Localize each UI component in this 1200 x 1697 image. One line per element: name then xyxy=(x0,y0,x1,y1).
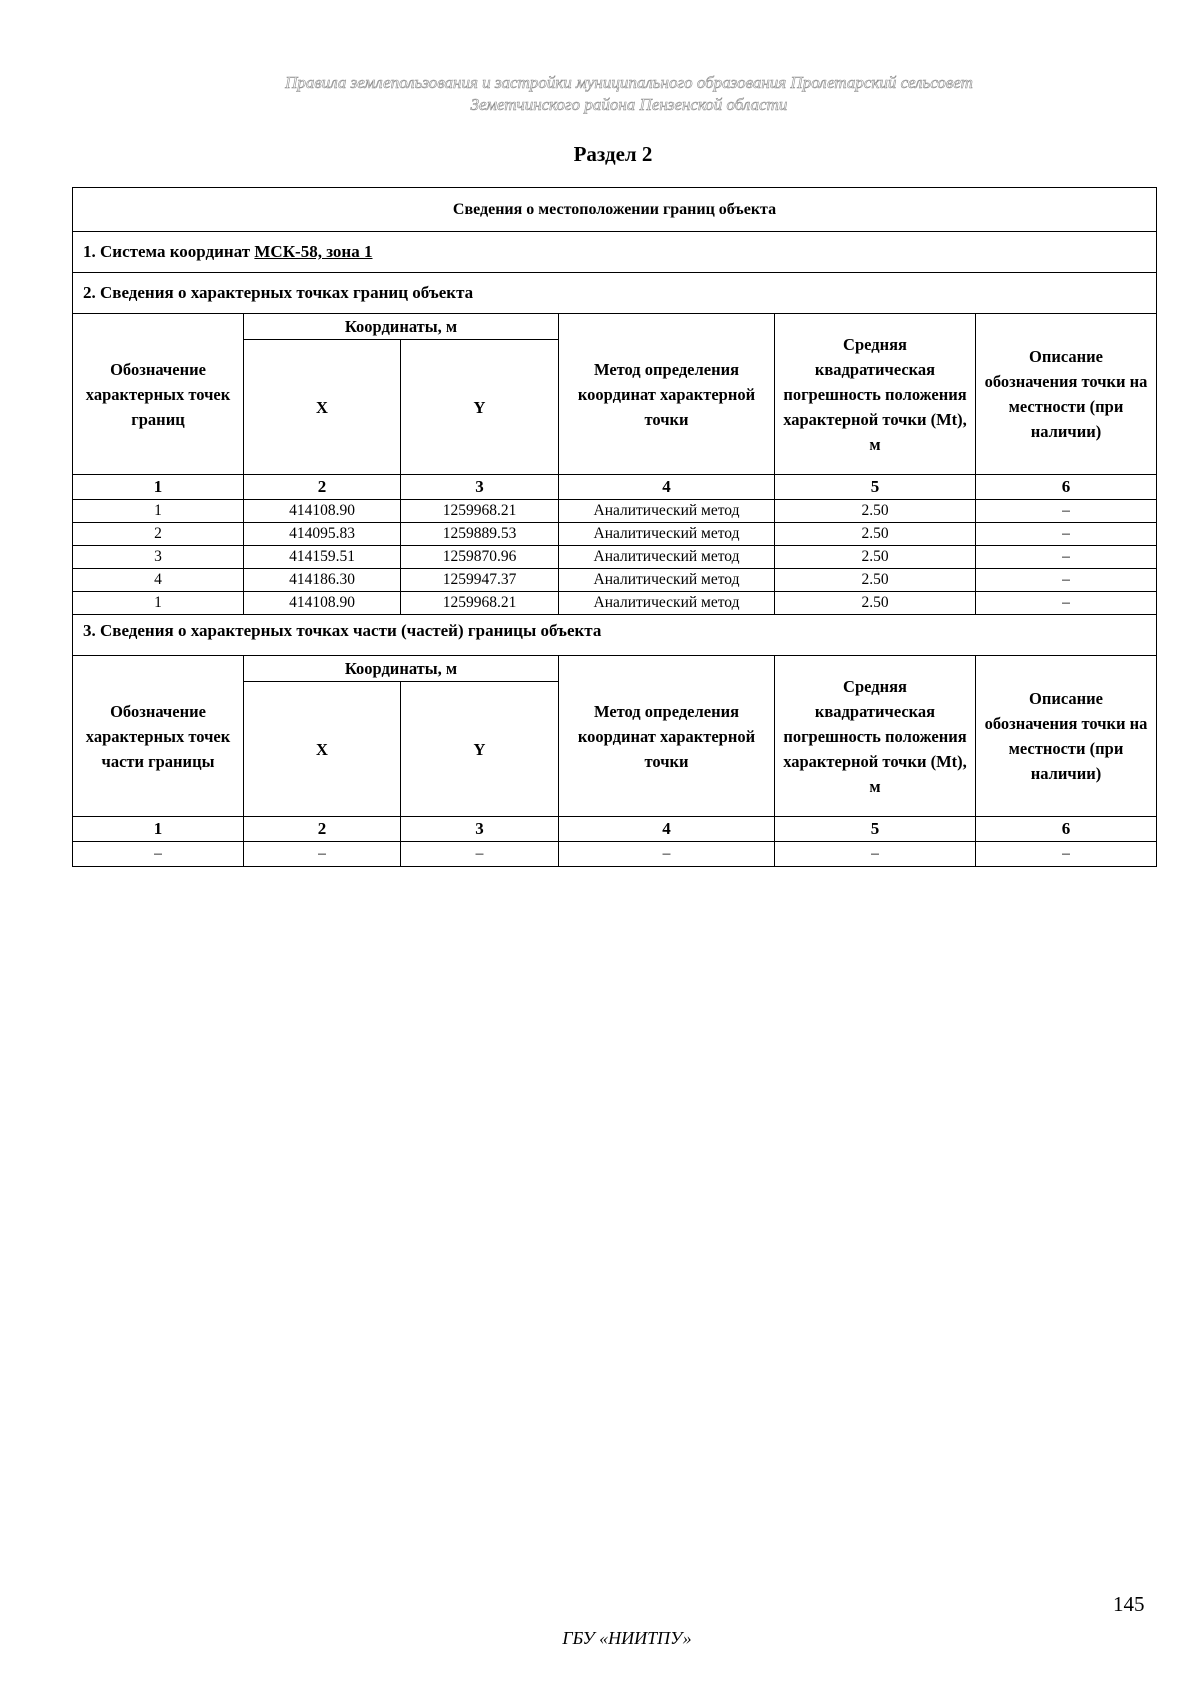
error-cell: 2.50 xyxy=(775,592,976,615)
desc-cell: – xyxy=(976,592,1157,615)
table-row xyxy=(73,500,1157,523)
method-cell: Аналитический метод xyxy=(559,523,775,546)
p3-col-number: 2 xyxy=(244,817,401,842)
x-cell: – xyxy=(244,842,401,867)
p2-col-number: 2 xyxy=(244,475,401,500)
running-header xyxy=(0,72,1200,116)
p2-header-method: Метод определения координат характерной точки xyxy=(559,314,775,475)
p3-header-coords: Координаты, м xyxy=(244,656,559,682)
x-cell: 414108.90 xyxy=(244,592,401,615)
coord-system-value: МСК-58, зона 1 xyxy=(254,242,373,261)
point-cell: 1 xyxy=(73,592,244,615)
y-cell: 1259947.37 xyxy=(401,569,559,592)
page-number: 145 xyxy=(1113,1592,1145,1616)
p2-header-y: Y xyxy=(401,340,559,475)
part3-title: 3. Сведения о характерных точках части (частей) границы объекта xyxy=(73,615,1157,656)
desc-cell: – xyxy=(976,569,1157,592)
boundary-table xyxy=(72,187,1157,867)
running-header-line-1: Правила землепользования и застройки муниципального образования Пролетарский сельсовет xyxy=(285,73,973,92)
point-cell: 1 xyxy=(73,500,244,523)
p3-col-number: 1 xyxy=(73,817,244,842)
x-cell: 414108.90 xyxy=(244,500,401,523)
table-row xyxy=(73,523,1157,546)
table-title: Сведения о местоположении границ объекта xyxy=(73,188,1157,232)
p2-col-number: 3 xyxy=(401,475,559,500)
p2-header-error xyxy=(775,314,976,475)
x-cell: 414159.51 xyxy=(244,546,401,569)
p2-col-number: 5 xyxy=(775,475,976,500)
p2-header-error-text: Средняя квадратическая погрешность положения характерной точки (Mt), м xyxy=(783,334,967,454)
table-row xyxy=(73,592,1157,615)
page-footer: ГБУ «НИИТПУ» xyxy=(562,1628,692,1648)
method-cell: – xyxy=(559,842,775,867)
p2-col-number: 4 xyxy=(559,475,775,500)
table-row xyxy=(73,842,1157,867)
desc-cell: – xyxy=(976,500,1157,523)
p2-header-coords: Координаты, м xyxy=(244,314,559,340)
part2-title: 2. Сведения о характерных точках границ объекта xyxy=(73,273,1157,314)
error-cell: 2.50 xyxy=(775,523,976,546)
y-cell: – xyxy=(401,842,559,867)
y-cell: 1259889.53 xyxy=(401,523,559,546)
y-cell: 1259968.21 xyxy=(401,592,559,615)
p3-col-number: 4 xyxy=(559,817,775,842)
coord-system-row xyxy=(73,232,1157,273)
desc-cell: – xyxy=(976,546,1157,569)
desc-cell: – xyxy=(976,523,1157,546)
p2-header-designation: Обозначение характерных точек границ xyxy=(73,314,244,475)
point-cell: 4 xyxy=(73,569,244,592)
error-cell: 2.50 xyxy=(775,546,976,569)
point-cell: 3 xyxy=(73,546,244,569)
table-row xyxy=(73,546,1157,569)
p3-header-designation: Обозначение характерных точек части границы xyxy=(73,656,244,817)
error-cell: 2.50 xyxy=(775,500,976,523)
error-cell: – xyxy=(775,842,976,867)
section-title: Раздел 2 xyxy=(573,142,653,166)
p3-header-method: Метод определения координат характерной точки xyxy=(559,656,775,817)
desc-cell: – xyxy=(976,842,1157,867)
p3-col-number: 3 xyxy=(401,817,559,842)
point-cell: – xyxy=(73,842,244,867)
p2-header-description: Описание обозначения точки на местности (при наличии) xyxy=(976,314,1157,475)
x-cell: 414095.83 xyxy=(244,523,401,546)
p2-col-number: 6 xyxy=(976,475,1157,500)
p2-col-number: 1 xyxy=(73,475,244,500)
method-cell: Аналитический метод xyxy=(559,546,775,569)
running-header-line-2: Земетчинского района Пензенской области xyxy=(470,95,788,114)
table-row xyxy=(73,569,1157,592)
p3-header-y: Y xyxy=(401,682,559,817)
error-cell: 2.50 xyxy=(775,569,976,592)
p3-header-description: Описание обозначения точки на местности (при наличии) xyxy=(976,656,1157,817)
y-cell: 1259968.21 xyxy=(401,500,559,523)
p3-header-error xyxy=(775,656,976,817)
p3-header-error-text: Средняя квадратическая погрешность положения характерной точки (Mt), м xyxy=(783,676,967,796)
coord-system-label: 1. Система координат xyxy=(83,242,255,261)
point-cell: 2 xyxy=(73,523,244,546)
x-cell: 414186.30 xyxy=(244,569,401,592)
y-cell: 1259870.96 xyxy=(401,546,559,569)
p3-col-number: 5 xyxy=(775,817,976,842)
p2-header-x: X xyxy=(244,340,401,475)
p3-header-x: X xyxy=(244,682,401,817)
method-cell: Аналитический метод xyxy=(559,500,775,523)
method-cell: Аналитический метод xyxy=(559,592,775,615)
p3-col-number: 6 xyxy=(976,817,1157,842)
method-cell: Аналитический метод xyxy=(559,569,775,592)
